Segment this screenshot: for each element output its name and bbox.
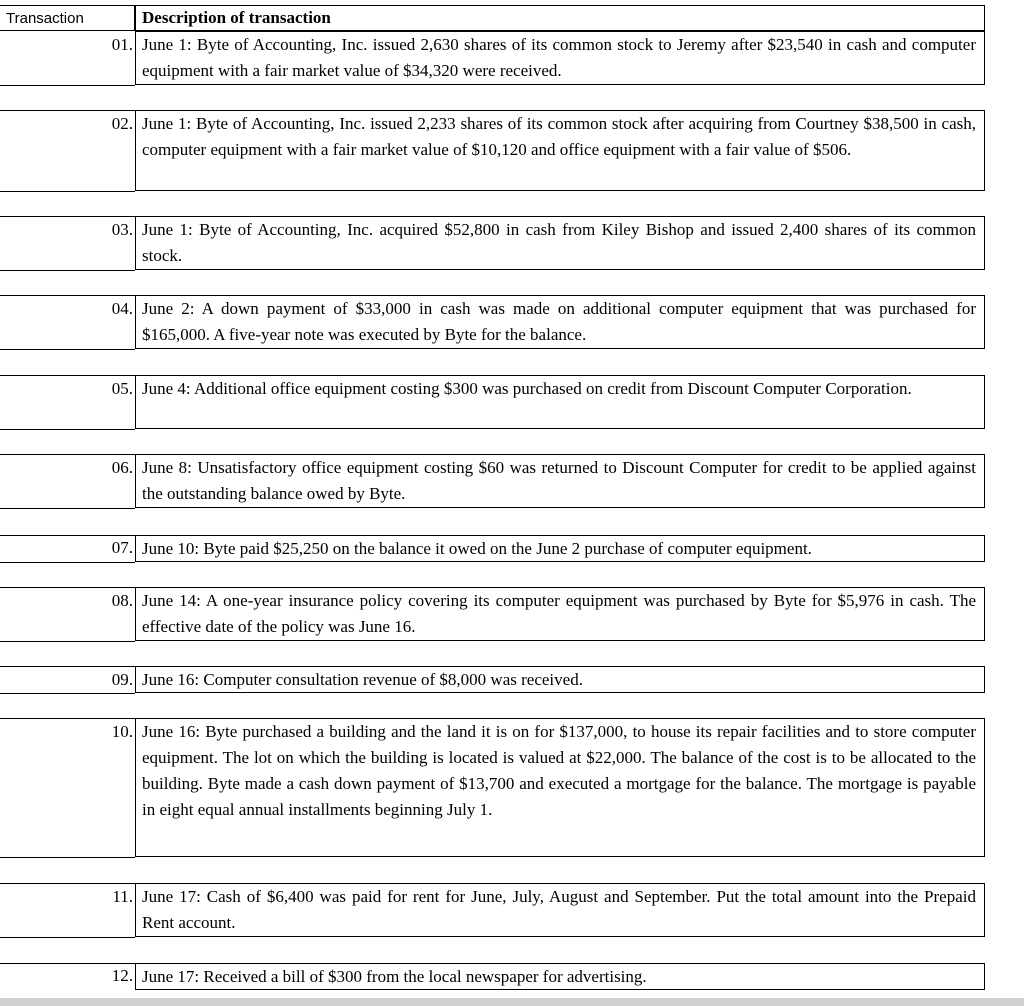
row-description-06: June 8: Unsatisfactory office equipment costing $60 was returned to Discount Computer for credit to be applied against the outstanding balance owed by Byte. [135, 454, 985, 508]
row-description-09: June 16: Computer consultation revenue of $8,000 was received. [135, 666, 985, 693]
description-column-header: Description of transaction [135, 5, 985, 31]
row-divider [0, 937, 135, 938]
row-divider [0, 85, 135, 86]
row-description-05: June 4: Additional office equipment costing $300 was purchased on credit from Discount Computer Corporation. [135, 375, 985, 429]
row-description-12: June 17: Received a bill of $300 from the local newspaper for advertising. [135, 963, 985, 990]
row-divider [0, 191, 135, 192]
row-number-02: 02. [111, 114, 133, 133]
row-description-07: June 10: Byte paid $25,250 on the balance it owed on the June 2 purchase of computer equipment. [135, 535, 985, 562]
row-number-04: 04. [111, 299, 133, 318]
row-divider [0, 562, 135, 563]
row-number-05: 05. [111, 379, 133, 398]
row-number-01: 01. [111, 35, 133, 54]
transaction-column-header: Transaction [0, 5, 135, 31]
row-description-01: June 1: Byte of Accounting, Inc. issued 2,630 shares of its common stock to Jeremy after $23,540 in cash and computer equipment with a fair market value of $34,320 were received. [135, 31, 985, 85]
row-divider [0, 429, 135, 430]
row-divider [0, 508, 135, 509]
row-number-10: 10. [111, 722, 133, 741]
row-number-11: 11. [112, 887, 133, 906]
row-number-08: 08. [111, 591, 133, 610]
row-description-04: June 2: A down payment of $33,000 in cash was made on additional computer equipment that was purchased for $165,000. A five-year note was executed by Byte for the balance. [135, 295, 985, 349]
row-divider [0, 641, 135, 642]
row-number-06: 06. [111, 458, 133, 477]
row-divider [0, 857, 135, 858]
row-description-02: June 1: Byte of Accounting, Inc. issued 2,233 shares of its common stock after acquiring from Courtney $38,500 in cash, computer equipment with a fair market value of $10,120 and office equipment with a fair value of $506. [135, 110, 985, 191]
row-divider [0, 270, 135, 271]
row-description-10: June 16: Byte purchased a building and the land it is on for $137,000, to house its repair facilities and to store computer equipment. The lot on which the building is located is valued at $22,000. The balance of the cost is to be allocated to the building. Byte made a cash down payment of $13,700 and executed a mortgage for the balance. The mortgage is payable in eight equal annual installments beginning July 1. [135, 718, 985, 857]
row-divider [0, 349, 135, 350]
row-description-03: June 1: Byte of Accounting, Inc. acquired $52,800 in cash from Kiley Bishop and issued 2,400 shares of its common stock. [135, 216, 985, 270]
row-number-03: 03. [111, 220, 133, 239]
row-description-11: June 17: Cash of $6,400 was paid for rent for June, July, August and September. Put the total amount into the Prepaid Rent account. [135, 883, 985, 937]
row-number-07: 07. [111, 538, 133, 557]
row-number-12: 12. [111, 966, 133, 985]
row-divider [0, 693, 135, 694]
row-description-08: June 14: A one-year insurance policy covering its computer equipment was purchased by Byte for $5,976 in cash. The effective date of the policy was June 16. [135, 587, 985, 641]
row-number-09: 09. [111, 670, 133, 689]
horizontal-scrollbar[interactable] [0, 998, 1024, 1006]
